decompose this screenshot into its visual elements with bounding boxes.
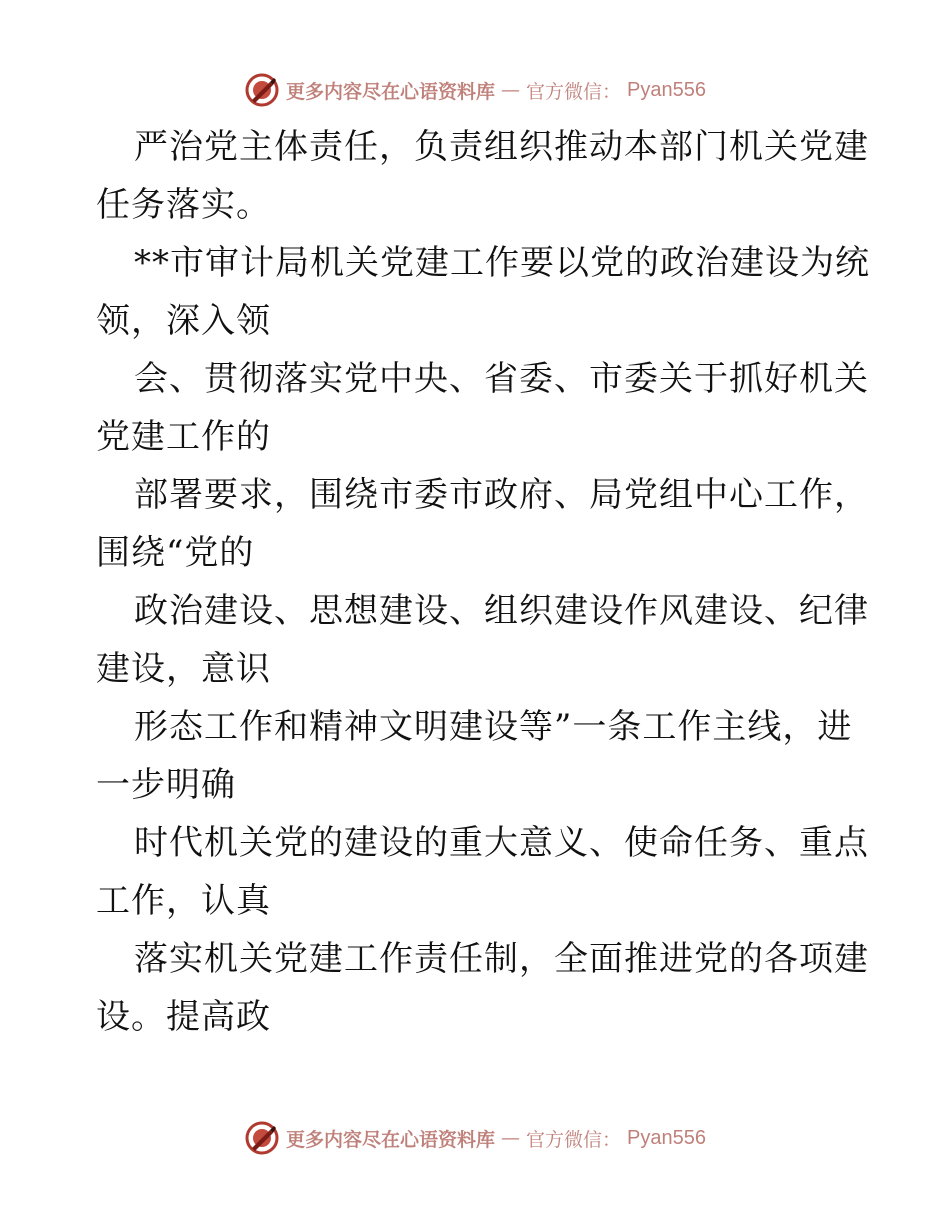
header-watermark [0,70,950,110]
watermark-wechat-id: Pyan556 [627,1126,706,1149]
body-line: 时代机关党的建设的重大意义、使命任务、重点 [134,823,869,863]
body-line: 一步明确 [96,765,236,805]
watermark-wechat-id: Pyan556 [627,78,706,101]
body-line: 政治建设、思想建设、组织建设作风建设、纪律 [134,591,869,631]
body-line: 设。提高政 [96,997,271,1037]
pen-circle-logo-icon [244,72,280,108]
body-line: 落实机关党建工作责任制，全面推进党的各项建 [134,939,869,979]
body-line: 任务落实。 [96,185,271,225]
body-line: **市审计局机关党建工作要以党的政治建设为统 [134,243,870,283]
body-line: 部署要求，围绕市委市政府、局党组中心工作， [134,475,869,515]
watermark-wechat-label: 官方微信： [526,1128,622,1151]
watermark-separator: — [501,79,521,101]
watermark-brand-text: 更多内容尽在心语资料库 [286,1128,496,1151]
body-line: 领，深入领 [96,301,271,341]
watermark-wechat-label: 官方微信： [526,80,622,103]
document-body [96,118,870,1046]
body-line: 形态工作和精神文明建设等”一条工作主线，进 [134,707,853,747]
footer-watermark [0,1118,950,1158]
body-line: 围绕“党的 [96,533,255,573]
body-line: 严治党主体责任，负责组织推动本部门机关党建 [134,127,869,167]
body-line: 工作，认真 [96,881,271,921]
pen-circle-logo-icon [244,1120,280,1156]
watermark-separator: — [501,1127,521,1149]
body-line: 会、贯彻落实党中央、省委、市委关于抓好机关 [134,359,869,399]
watermark-brand-text: 更多内容尽在心语资料库 [286,80,496,103]
body-line: 党建工作的 [96,417,271,457]
body-line: 建设，意识 [96,649,271,689]
